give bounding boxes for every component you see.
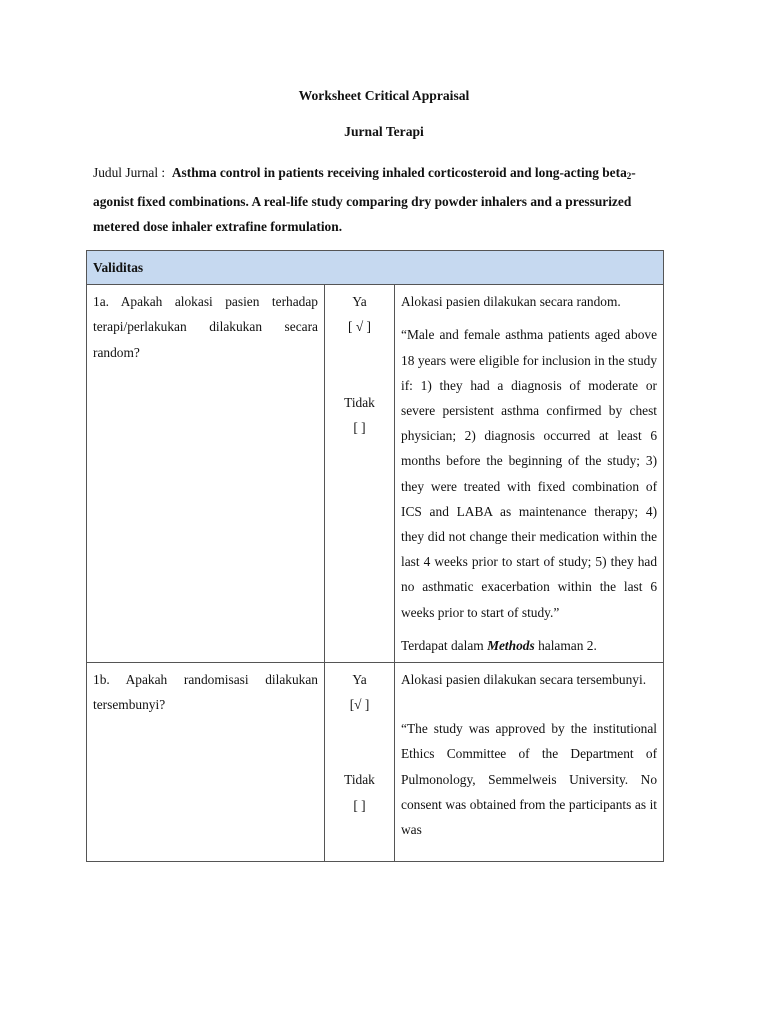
journal-label: Judul Jurnal : <box>93 165 166 180</box>
answer-quote: “Male and female asthma patients aged above 18 years were eligible for inclusion in the study if: 1) they had a diagnosis of moderate or severe persistent asthma confirmed by chest physician; 2) diagnosis occurred at least 6 months before the beginning of the study; 3) they were treated with fixed combination of ICS and LABA as maintenance therapy; 4) they did not change their medication within the last 4 weeks prior to start of study; 5) they had no asthmatic exacerbation within the last 6 weeks prior to start of study.” <box>401 327 658 620</box>
table-row <box>87 663 664 862</box>
journal-title-part2: -agonist fixed combinations. A real-life study comparing dry powder inhalers and a pressurized metered dose inhaler extrafine formulation. <box>93 165 636 234</box>
option-yes-checkbox: [√ ] <box>349 697 370 713</box>
answer-reference <box>401 633 657 658</box>
journal-title-subscript: 2 <box>626 171 632 181</box>
table-header-row <box>87 251 664 285</box>
question-cell: 1b. Apakah randomisasi dilakukan tersembunyi? <box>87 663 325 862</box>
option-no-checkbox: [ ] <box>353 419 366 435</box>
worksheet-title: Worksheet Critical Appraisal <box>298 88 470 103</box>
option-no-checkbox: [ ] <box>353 797 366 813</box>
option-cell <box>325 663 395 862</box>
reference-suffix: halaman 2. <box>538 637 597 653</box>
option-no-label: Tidak <box>344 394 375 410</box>
appraisal-table <box>86 250 664 862</box>
reference-section: Methods <box>487 637 535 653</box>
option-cell <box>325 285 395 663</box>
option-yes-label: Ya <box>352 672 367 688</box>
journal-title-part1: Asthma control in patients receiving inhaled corticosteroid and long-acting beta <box>171 165 627 180</box>
question-cell: 1a. Apakah alokasi pasien terhadap terapi/perlakukan dilakukan secara random? <box>87 285 325 663</box>
table-row <box>87 285 664 663</box>
answer-cell <box>395 663 664 862</box>
option-yes-label: Ya <box>352 294 367 310</box>
journal-title-block <box>93 160 653 239</box>
answer-cell <box>395 285 664 663</box>
worksheet-subtitle: Jurnal Terapi <box>344 124 424 139</box>
answer-quote: “The study was approved by the institutional Ethics Committee of the Department of Pulmonology, Semmelweis University. No consent was obtained from the participants as it was <box>401 721 658 838</box>
section-header: Validitas <box>87 251 664 285</box>
reference-prefix: Terdapat dalam <box>401 637 484 653</box>
answer-intro: Alokasi pasien dilakukan secara tersembunyi. <box>401 672 647 688</box>
option-no-label: Tidak <box>344 772 375 788</box>
option-yes-checkbox: [ √ ] <box>348 319 371 335</box>
answer-intro: Alokasi pasien dilakukan secara random. <box>401 294 621 310</box>
